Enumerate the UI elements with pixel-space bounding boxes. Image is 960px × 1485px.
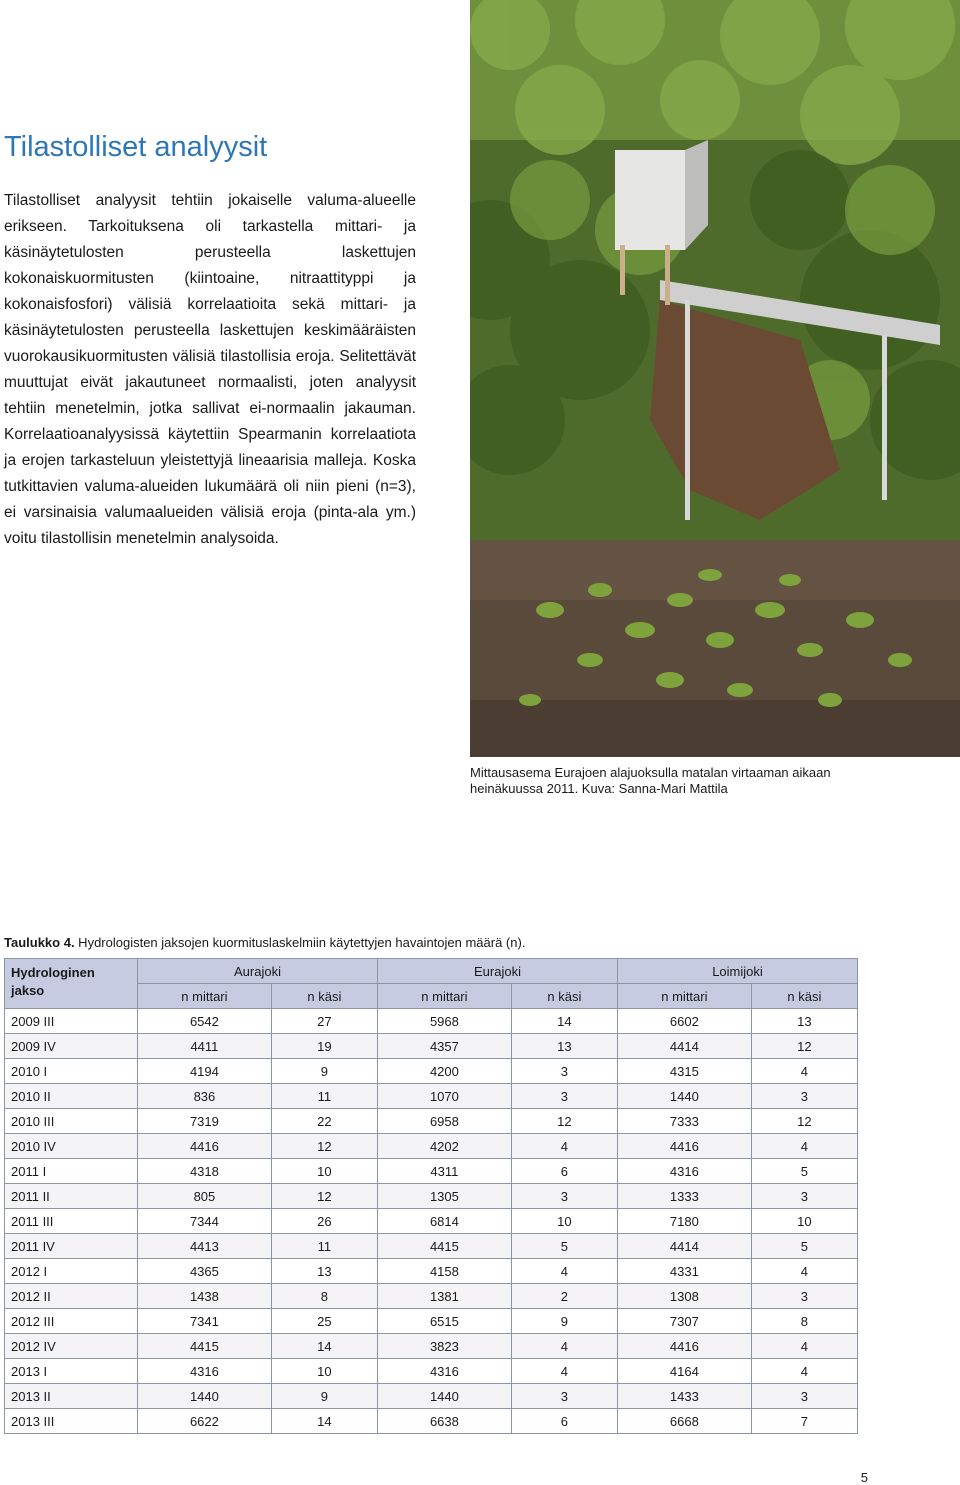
count-cell: 1333 [617,1184,751,1209]
count-cell: 6515 [377,1309,511,1334]
count-cell: 4316 [377,1359,511,1384]
count-cell: 4 [751,1134,857,1159]
period-cell: 2010 IV [5,1134,138,1159]
photo-caption: Mittausasema Eurajoen alajuoksulla matalan virtaaman aikaan heinäkuussa 2011. Kuva: Sanna-Mari Mattila [470,765,831,796]
table-row [5,1334,858,1359]
count-cell: 10 [271,1359,377,1384]
count-cell: 4414 [617,1034,751,1059]
period-cell: 2012 III [5,1309,138,1334]
table-row [5,1309,858,1334]
count-cell: 3 [511,1384,617,1409]
count-cell: 4415 [138,1334,272,1359]
count-cell: 1305 [377,1184,511,1209]
count-cell: 6958 [377,1109,511,1134]
count-cell: 4411 [138,1034,272,1059]
table-body [5,1009,858,1434]
table-caption: Hydrologisten jaksojen kuormituslaskelmiin käytettyjen havaintojen määrä (n). [74,935,526,950]
count-cell: 1308 [617,1284,751,1309]
count-cell: 6542 [138,1009,272,1034]
count-cell: 7319 [138,1109,272,1134]
table-title [4,935,864,950]
count-cell: 3 [511,1084,617,1109]
header-river: Aurajoki [138,959,378,984]
count-cell: 7333 [617,1109,751,1134]
header-river: Eurajoki [377,959,617,984]
count-cell: 4416 [617,1134,751,1159]
count-cell: 1440 [377,1384,511,1409]
period-cell: 2010 III [5,1109,138,1134]
period-cell: 2012 IV [5,1334,138,1359]
count-cell: 12 [511,1109,617,1134]
count-cell: 4202 [377,1134,511,1159]
count-cell: 7 [751,1409,857,1434]
count-cell: 4331 [617,1259,751,1284]
count-cell: 7344 [138,1209,272,1234]
table-row [5,1259,858,1284]
count-cell: 3 [511,1059,617,1084]
count-cell: 7307 [617,1309,751,1334]
count-cell: 6668 [617,1409,751,1434]
count-cell: 6602 [617,1009,751,1034]
count-cell: 3 [751,1384,857,1409]
count-cell: 3823 [377,1334,511,1359]
count-cell: 4158 [377,1259,511,1284]
period-cell: 2011 I [5,1159,138,1184]
count-cell: 3 [511,1184,617,1209]
count-cell: 4 [511,1134,617,1159]
count-cell: 3 [751,1184,857,1209]
count-cell: 4 [751,1059,857,1084]
count-cell: 4200 [377,1059,511,1084]
count-cell: 4 [511,1359,617,1384]
count-cell: 4164 [617,1359,751,1384]
period-cell: 2013 III [5,1409,138,1434]
table-row [5,1184,858,1209]
header-river: Loimijoki [617,959,857,984]
subheader: n käsi [751,984,857,1009]
observations-table [4,958,858,1434]
count-cell: 12 [271,1134,377,1159]
period-cell: 2013 II [5,1384,138,1409]
count-cell: 4 [511,1259,617,1284]
count-cell: 13 [271,1259,377,1284]
period-cell: 2012 I [5,1259,138,1284]
count-cell: 22 [271,1109,377,1134]
count-cell: 10 [751,1209,857,1234]
count-cell: 19 [271,1034,377,1059]
count-cell: 4316 [617,1159,751,1184]
count-cell: 4357 [377,1034,511,1059]
table-label: Taulukko 4. [4,935,75,950]
table-row [5,1209,858,1234]
count-cell: 1381 [377,1284,511,1309]
count-cell: 3 [751,1284,857,1309]
count-cell: 5 [511,1234,617,1259]
count-cell: 4 [751,1359,857,1384]
count-cell: 1433 [617,1384,751,1409]
count-cell: 4413 [138,1234,272,1259]
count-cell: 1440 [138,1384,272,1409]
table-row [5,1059,858,1084]
photo-measurement-station [470,0,960,757]
count-cell: 26 [271,1209,377,1234]
count-cell: 1438 [138,1284,272,1309]
count-cell: 4 [751,1334,857,1359]
subheader: n käsi [271,984,377,1009]
table-row [5,1384,858,1409]
count-cell: 4 [511,1334,617,1359]
count-cell: 5 [751,1159,857,1184]
subheader: n mittari [377,984,511,1009]
count-cell: 7341 [138,1309,272,1334]
table-row [5,1034,858,1059]
period-cell: 2010 II [5,1084,138,1109]
subheader: n mittari [617,984,751,1009]
table-row [5,1009,858,1034]
count-cell: 4415 [377,1234,511,1259]
count-cell: 9 [271,1384,377,1409]
count-cell: 9 [271,1059,377,1084]
table-row [5,1409,858,1434]
period-cell: 2012 II [5,1284,138,1309]
page-number: 5 [860,1470,868,1485]
count-cell: 5 [751,1234,857,1259]
table-row [5,1134,858,1159]
count-cell: 14 [511,1009,617,1034]
table-row [5,1159,858,1184]
count-cell: 11 [271,1234,377,1259]
count-cell: 10 [271,1159,377,1184]
count-cell: 4416 [138,1134,272,1159]
count-cell: 11 [271,1084,377,1109]
count-cell: 7180 [617,1209,751,1234]
count-cell: 14 [271,1334,377,1359]
count-cell: 4365 [138,1259,272,1284]
count-cell: 13 [751,1009,857,1034]
subheader: n mittari [138,984,272,1009]
count-cell: 6814 [377,1209,511,1234]
table-row [5,1234,858,1259]
count-cell: 12 [751,1109,857,1134]
count-cell: 4194 [138,1059,272,1084]
count-cell: 4414 [617,1234,751,1259]
count-cell: 9 [511,1309,617,1334]
period-cell: 2011 III [5,1209,138,1234]
page-title: Tilastolliset analyysit [4,131,268,164]
count-cell: 4315 [617,1059,751,1084]
table-row [5,1284,858,1309]
period-cell: 2010 I [5,1059,138,1084]
table-header-row [5,959,858,984]
subheader: n käsi [511,984,617,1009]
count-cell: 12 [751,1034,857,1059]
count-cell: 1440 [617,1084,751,1109]
count-cell: 5968 [377,1009,511,1034]
count-cell: 4 [751,1259,857,1284]
count-cell: 12 [271,1184,377,1209]
count-cell: 6 [511,1159,617,1184]
count-cell: 8 [751,1309,857,1334]
header-period: Hydrologinen jakso [5,959,138,1009]
period-cell: 2009 III [5,1009,138,1034]
count-cell: 6622 [138,1409,272,1434]
count-cell: 836 [138,1084,272,1109]
count-cell: 3 [751,1084,857,1109]
period-cell: 2009 IV [5,1034,138,1059]
count-cell: 25 [271,1309,377,1334]
count-cell: 14 [271,1409,377,1434]
count-cell: 4416 [617,1334,751,1359]
count-cell: 6638 [377,1409,511,1434]
count-cell: 6 [511,1409,617,1434]
count-cell: 805 [138,1184,272,1209]
count-cell: 27 [271,1009,377,1034]
count-cell: 2 [511,1284,617,1309]
count-cell: 10 [511,1209,617,1234]
count-cell: 4316 [138,1359,272,1384]
table-row [5,1109,858,1134]
count-cell: 8 [271,1284,377,1309]
period-cell: 2011 II [5,1184,138,1209]
table-row [5,1359,858,1384]
table-row [5,1084,858,1109]
count-cell: 4311 [377,1159,511,1184]
count-cell: 4318 [138,1159,272,1184]
period-cell: 2013 I [5,1359,138,1384]
count-cell: 1070 [377,1084,511,1109]
count-cell: 13 [511,1034,617,1059]
body-paragraph: Tilastolliset analyysit tehtiin jokaiselle valuma-alueelle erikseen. Tarkoituksena oli tarkastella mittari- ja käsinäytetulosten perusteella laskettujen kokonaiskuormitusten (kiintoaine, nitraattityppi ja kokonaisfosfori) välisiä korrelaatioita sekä mittari- ja käsinäytetulosten perusteella laskettujen keskimääräisten vuorokausikuormitusten välisiä tilastollisia eroja. Selitettävät muuttujat eivät jakautuneet normaalisti, joten analyysit tehtiin menetelmin, jotka sallivat ei-normaalin jakauman. Korrelaatioanalyysissä käytettiin Spearmanin korrelaatiota ja erojen tarkasteluun yleistettyjä lineaarisia malleja. Koska tutkittavien valuma-alueiden lukumäärä oli niin pieni (n=3), ei varsinaisia valumaalueiden välisiä eroja (pinta-ala ym.) voitu tilastollisin menetelmin analysoida. [4,191,416,547]
period-cell: 2011 IV [5,1234,138,1259]
